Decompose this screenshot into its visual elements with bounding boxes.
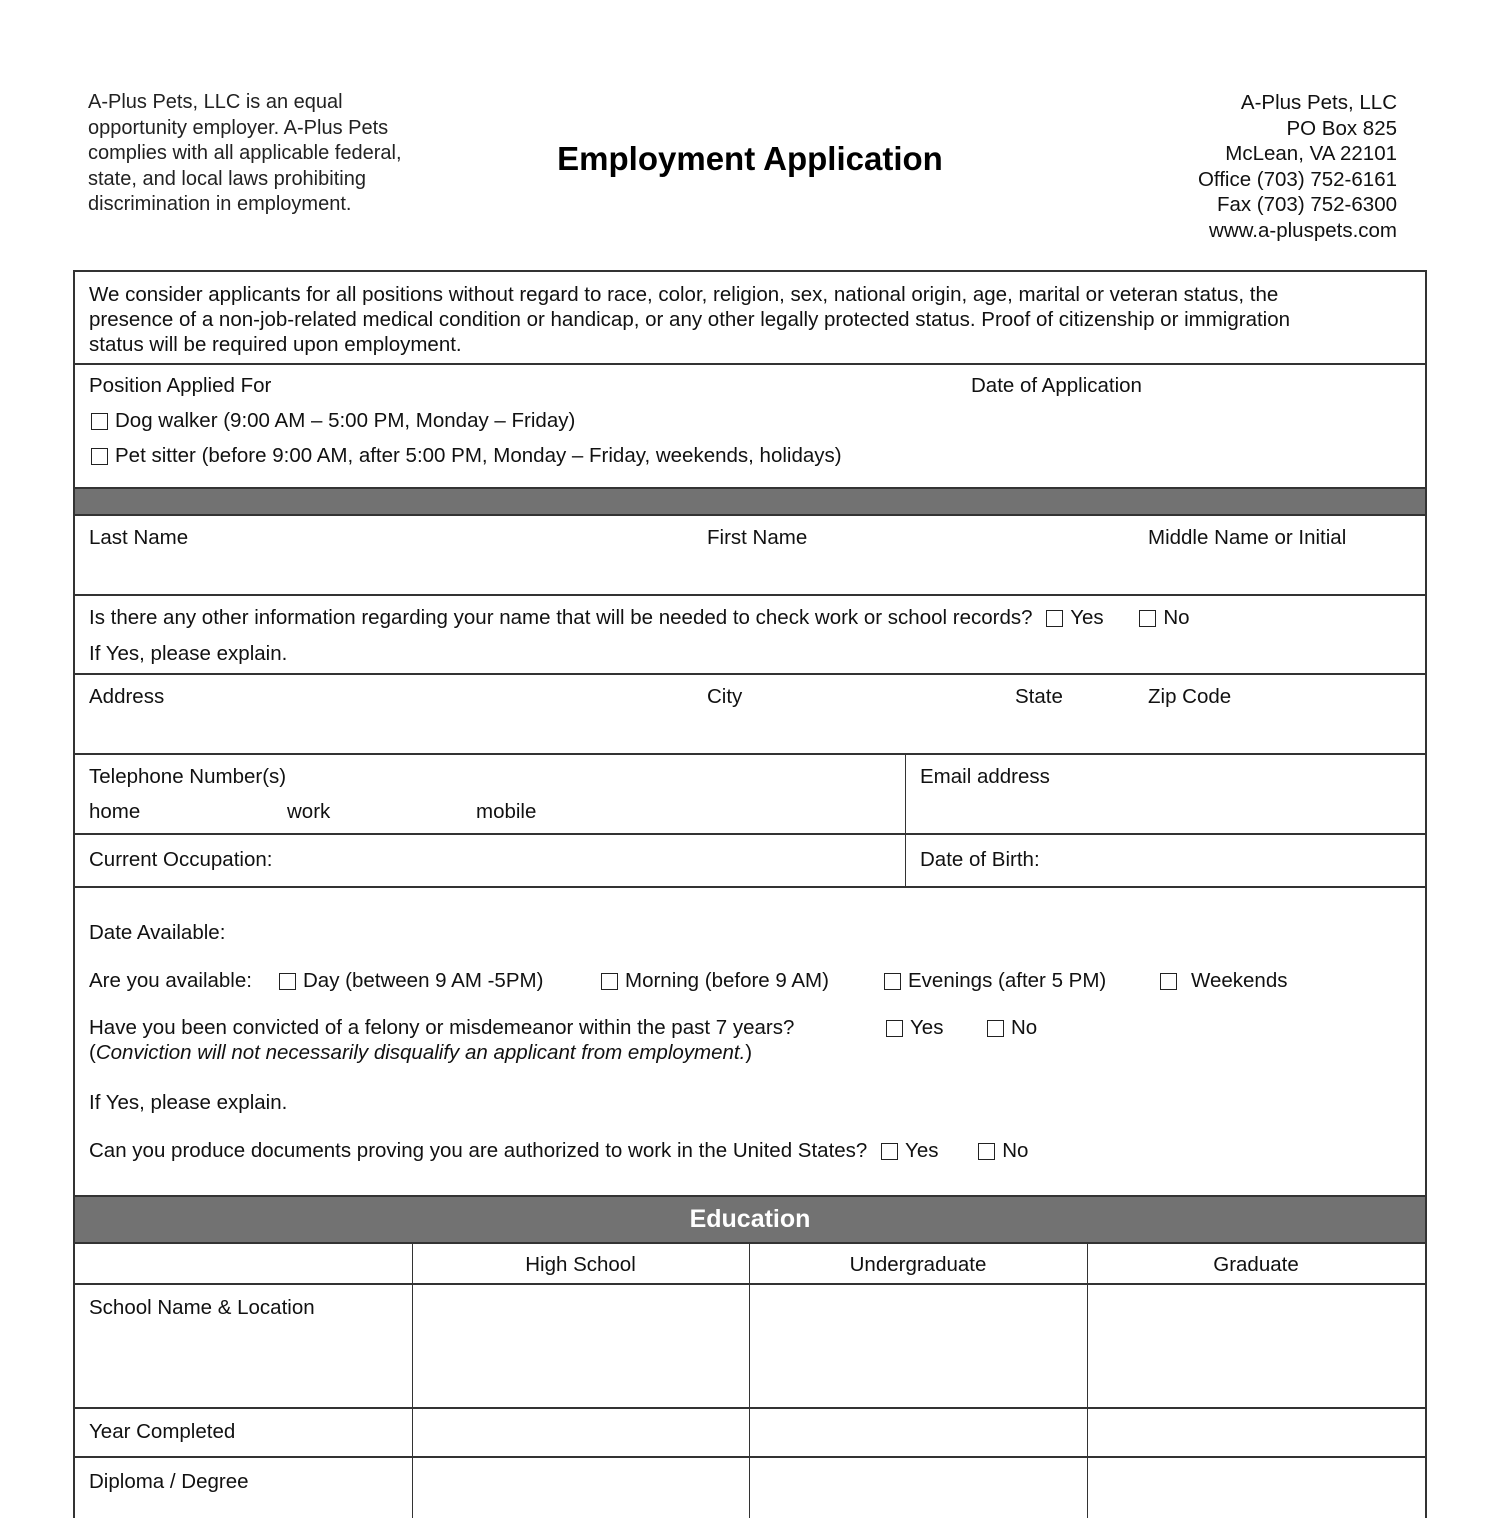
- yes-checkbox[interactable]: [886, 1020, 903, 1037]
- notice-line: status will be required upon employment.: [89, 333, 462, 356]
- conviction-question: Have you been convicted of a felony or misdemeanor within the past 7 years?: [89, 1016, 795, 1039]
- authorized-yes[interactable]: [881, 1139, 938, 1162]
- conviction-yes[interactable]: [886, 1016, 943, 1040]
- explain-field[interactable]: If Yes, please explain.: [89, 642, 288, 665]
- availability-day[interactable]: [279, 969, 543, 993]
- other-name-no[interactable]: [1139, 606, 1189, 629]
- evenings-label: Evenings (after 5 PM): [908, 969, 1107, 992]
- pet-sitter-checkbox[interactable]: [91, 448, 108, 465]
- company-fax: Fax (703) 752-6300: [1216, 193, 1397, 216]
- question-text: Is there any other information regarding your name that will be needed to check work or school records?: [89, 606, 1033, 629]
- position-option-pet-sitter[interactable]: [91, 444, 842, 468]
- availability-evenings[interactable]: [884, 969, 1106, 993]
- position-option-dog-walker[interactable]: [91, 409, 575, 433]
- date-of-application-field[interactable]: Date of Application: [971, 374, 1142, 397]
- yes-checkbox[interactable]: [881, 1143, 898, 1160]
- column-high-school: High School: [525, 1253, 636, 1276]
- section-divider-bar: [75, 489, 1425, 516]
- first-name-field[interactable]: First Name: [707, 526, 808, 549]
- company-office-phone: Office (703) 752-6161: [1197, 167, 1397, 191]
- last-name-field[interactable]: Last Name: [89, 526, 189, 549]
- no-label: No: [1163, 606, 1190, 629]
- no-checkbox[interactable]: [1139, 610, 1156, 627]
- work-authorization-question: [89, 1139, 1028, 1163]
- date-of-birth-field[interactable]: Date of Birth:: [920, 848, 1040, 871]
- morning-checkbox[interactable]: [601, 973, 618, 990]
- company-name: A-Plus Pets, LLC: [1240, 91, 1397, 114]
- work-phone-field[interactable]: work: [287, 800, 331, 823]
- school-name-label: School Name & Location: [89, 1296, 315, 1319]
- eeo-line: state, and local laws prohibiting: [88, 167, 366, 190]
- availability-weekends[interactable]: [1160, 969, 1287, 993]
- company-city: McLean, VA 22101: [1225, 142, 1397, 165]
- company-address: [1077, 90, 1397, 243]
- contact-section: [75, 755, 1425, 835]
- option-label: Pet sitter (before 9:00 AM, after 5:00 PM, Monday – Friday, weekends, holidays): [115, 444, 842, 467]
- no-checkbox[interactable]: [978, 1143, 995, 1160]
- conviction-no[interactable]: [987, 1016, 1037, 1040]
- eeo-line: discrimination in employment.: [88, 193, 352, 215]
- availability-morning[interactable]: [601, 969, 829, 993]
- city-field[interactable]: City: [707, 685, 743, 708]
- no-label: No: [1011, 1016, 1038, 1039]
- graduate-name-cell[interactable]: [1090, 1285, 1423, 1405]
- availability-section: [75, 888, 1425, 1197]
- position-section: [75, 365, 1425, 489]
- yes-label: Yes: [905, 1139, 939, 1162]
- education-row-school: [75, 1285, 1425, 1409]
- no-checkbox[interactable]: [987, 1020, 1004, 1037]
- education-columns: [75, 1244, 1425, 1285]
- application-form: [73, 270, 1427, 1518]
- conviction-note: (Conviction will not necessarily disqualify an applicant from employment.): [89, 1041, 753, 1064]
- day-label: Day (between 9 AM -5PM): [303, 969, 544, 992]
- morning-label: Morning (before 9 AM): [625, 969, 829, 992]
- education-header: [75, 1197, 1425, 1244]
- yes-label: Yes: [910, 1016, 944, 1039]
- eeo-statement: [88, 90, 468, 218]
- other-name-question: [89, 606, 1190, 630]
- option-label: Dog walker (9:00 AM – 5:00 PM, Monday – Friday): [115, 409, 576, 432]
- diploma-degree-label: Diploma / Degree: [89, 1470, 249, 1493]
- column-graduate: Graduate: [1213, 1253, 1299, 1276]
- eeo-line: A-Plus Pets, LLC is an equal: [88, 91, 343, 113]
- company-website: www.a-pluspets.com: [1209, 218, 1397, 242]
- high-school-year-cell[interactable]: [415, 1409, 747, 1454]
- education-row-year: [75, 1409, 1425, 1458]
- education-row-diploma: [75, 1458, 1425, 1518]
- year-completed-label: Year Completed: [89, 1420, 236, 1443]
- nondiscrimination-notice: [75, 272, 1425, 365]
- high-school-diploma-cell[interactable]: [415, 1458, 747, 1518]
- other-name-yes[interactable]: [1046, 606, 1103, 629]
- mobile-phone-field[interactable]: mobile: [476, 800, 537, 823]
- date-available-field[interactable]: Date Available:: [89, 921, 226, 944]
- undergraduate-degree-cell[interactable]: [752, 1458, 1085, 1518]
- telephone-label: Telephone Number(s): [89, 765, 287, 788]
- no-label: No: [1002, 1139, 1029, 1162]
- undergraduate-year-cell[interactable]: [752, 1409, 1085, 1454]
- day-checkbox[interactable]: [279, 973, 296, 990]
- address-section: [75, 675, 1425, 755]
- middle-name-field[interactable]: Middle Name or Initial: [1148, 526, 1347, 549]
- graduate-degree-cell[interactable]: [1090, 1458, 1423, 1518]
- education-title: Education: [689, 1205, 811, 1233]
- question-text: Can you produce documents proving you are authorized to work in the United States?: [89, 1139, 868, 1162]
- email-field[interactable]: Email address: [920, 765, 1050, 788]
- availability-label: Are you available:: [89, 969, 252, 992]
- yes-checkbox[interactable]: [1046, 610, 1063, 627]
- other-name-info-section: [75, 596, 1425, 675]
- current-occupation-field[interactable]: Current Occupation:: [89, 848, 273, 871]
- column-undergraduate: Undergraduate: [849, 1253, 987, 1276]
- conviction-explain-field[interactable]: If Yes, please explain.: [89, 1091, 288, 1114]
- authorized-no[interactable]: [978, 1139, 1028, 1162]
- evenings-checkbox[interactable]: [884, 973, 901, 990]
- weekends-label: Weekends: [1191, 969, 1288, 992]
- state-field[interactable]: State: [1015, 685, 1063, 708]
- undergraduate-name-cell[interactable]: [752, 1285, 1085, 1405]
- dog-walker-checkbox[interactable]: [91, 413, 108, 430]
- high-school-name-cell[interactable]: [415, 1285, 747, 1405]
- conviction-note-text: Conviction will not necessarily disqualify an applicant from employment.: [95, 1041, 746, 1064]
- zip-code-field[interactable]: Zip Code: [1148, 685, 1232, 708]
- company-po-box: PO Box 825: [1286, 116, 1397, 140]
- weekends-checkbox[interactable]: [1160, 973, 1177, 990]
- yes-label: Yes: [1070, 606, 1104, 629]
- home-phone-field[interactable]: home: [89, 800, 141, 823]
- address-field[interactable]: Address: [89, 685, 165, 708]
- eeo-line: opportunity employer. A-Plus Pets: [88, 116, 389, 139]
- notice-line: We consider applicants for all positions without regard to race, color, religion, sex, national origin, age, marital or veteran status, the: [89, 283, 1279, 306]
- eeo-line: complies with all applicable federal,: [88, 142, 402, 164]
- page-title: Employment Application: [557, 140, 943, 177]
- name-section: [75, 516, 1425, 596]
- occupation-section: [75, 835, 1425, 888]
- graduate-year-cell[interactable]: [1090, 1409, 1423, 1454]
- position-label: Position Applied For: [89, 374, 272, 397]
- notice-line: presence of a non-job-related medical condition or handicap, or any other legally protected status. Proof of citizenship or immigration: [89, 308, 1291, 331]
